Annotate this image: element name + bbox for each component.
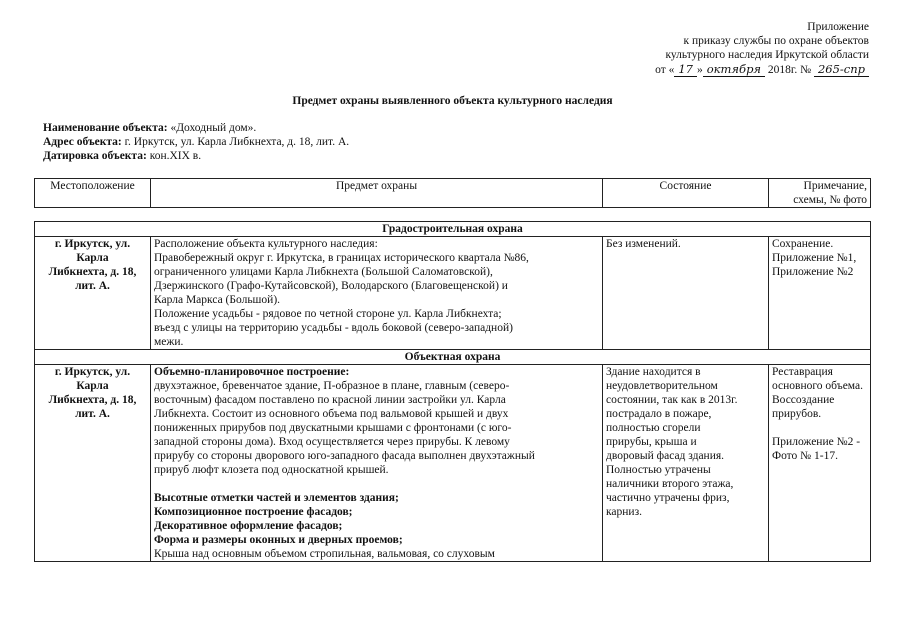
col-location: Местоположение	[35, 179, 151, 208]
subject-paragraph	[154, 379, 599, 477]
column-header-table	[34, 178, 871, 208]
object-date-label: Датировка объекта:	[43, 150, 147, 162]
location-line: г. Иркутск, ул.	[54, 366, 131, 378]
section-title-object: Объектная охрана	[35, 350, 871, 365]
location-line: Либкнехта, д. 18,	[48, 266, 137, 278]
order-number: 265-спр	[814, 62, 869, 77]
object-name-value: «Доходный дом».	[170, 122, 257, 134]
state-line: Без изменений.	[606, 238, 681, 250]
note-line: Приложение №1,	[772, 252, 857, 264]
location-line: Карла	[76, 252, 109, 264]
note-line: Реставрация	[772, 366, 833, 378]
subject-line: прируб люфт клозета под односкатной крышей.	[154, 464, 389, 476]
location-line: Карла	[76, 380, 109, 392]
subject-line: восточным) фасадом поставлено по красной линии застройки ул. Карла	[154, 394, 506, 406]
object-info	[43, 121, 349, 163]
subject-cell	[151, 237, 603, 350]
note-line: Воссоздание	[772, 394, 835, 406]
date-month: октября	[703, 62, 765, 77]
state-line: прирубы, крыша и	[606, 436, 697, 448]
section-title-urban: Градостроительная охрана	[35, 222, 871, 237]
table-row	[35, 237, 871, 350]
note-line: Сохранение.	[772, 238, 834, 250]
section-row-object	[35, 350, 871, 365]
location-cell	[35, 237, 151, 350]
subject-line: Правобережный округ г. Иркутска, в границах исторического квартала №86,	[154, 252, 529, 264]
section-row-urban	[35, 222, 871, 237]
note-line: Приложение №2	[772, 266, 854, 278]
protection-subject-table	[34, 221, 871, 562]
state-line: карниз.	[606, 506, 642, 518]
subject-line: Дзержинского (Графо-Кутайсовской), Володарского (Благовещенской) и	[154, 280, 508, 292]
subject-line: Положение усадьбы - рядовое по четной стороне ул. Карла Либкнехта;	[154, 308, 502, 320]
appendix-agency-line: культурного наследия Иркутской области	[665, 49, 869, 61]
state-cell	[603, 365, 769, 562]
location-line: лит. А.	[75, 408, 110, 420]
date-prefix: от «	[655, 64, 675, 76]
date-year: 2018г. №	[767, 64, 812, 76]
subject-line: Либкнехта. Состоит из основного объема под вальмовой крышей и двух	[154, 408, 509, 420]
note-line: основного объема.	[772, 380, 863, 392]
object-address-line	[43, 135, 349, 149]
note-line: Фото № 1-17.	[772, 450, 838, 462]
subject-line: ограниченного улицами Карла Либкнехта (Большой Саломатовской),	[154, 266, 493, 278]
date-sep: »	[696, 64, 703, 76]
state-line: полностью сгорели	[606, 422, 701, 434]
date-day: 17	[674, 62, 697, 77]
subject-line: Карла Маркса (Большой).	[154, 294, 281, 306]
col-note	[769, 179, 871, 208]
subject-cell	[151, 365, 603, 562]
appendix-order-line: к приказу службы по охране объектов	[683, 35, 869, 47]
state-line: пострадало в пожаре,	[606, 408, 712, 420]
state-line: наличники второго этажа,	[606, 478, 734, 490]
subject-item: Декоративное оформление фасадов;	[154, 520, 343, 532]
document-title: Предмет охраны выявленного объекта культурного наследия	[292, 95, 613, 107]
appendix-label: Приложение	[807, 21, 869, 33]
note-cell	[769, 237, 871, 350]
location-line: г. Иркутск, ул.	[54, 238, 131, 250]
col-state: Состояние	[603, 179, 769, 208]
object-address-label: Адрес объекта:	[43, 136, 122, 148]
subject-item: Высотные отметки частей и элементов здания;	[154, 492, 399, 504]
object-name-line	[43, 121, 349, 135]
object-address-value: г. Иркутск, ул. Карла Либкнехта, д. 18, лит. А.	[124, 136, 350, 148]
subject-line: Крыша над основным объемом стропильная, вальмовая, со слуховым	[154, 548, 495, 560]
col-note-line2: схемы, № фото	[793, 194, 867, 206]
spacer	[154, 477, 599, 491]
col-subject: Предмет охраны	[151, 179, 603, 208]
state-line: Полностью утрачены	[606, 464, 711, 476]
location-cell	[35, 365, 151, 562]
col-note-line1: Примечание,	[803, 180, 867, 192]
note-cell	[769, 365, 871, 562]
subject-item: Форма и размеры оконных и дверных проемов;	[154, 534, 403, 546]
spacer	[772, 421, 867, 435]
location-line: лит. А.	[75, 280, 110, 292]
subject-item: Композиционное построение фасадов;	[154, 506, 353, 518]
object-date-value: кон.XIX в.	[149, 150, 202, 162]
subject-line: прирубу со стороны дворового юго-западного фасада выполнен двухэтажный	[154, 450, 535, 462]
note-line: прирубов.	[772, 408, 822, 420]
state-cell	[603, 237, 769, 350]
subject-line: межи.	[154, 336, 184, 348]
state-line: Здание находится в	[606, 366, 701, 378]
appendix-date-line	[539, 62, 869, 77]
location-line: Либкнехта, д. 18,	[48, 394, 137, 406]
state-line: состоянии, так как в 2013г.	[606, 394, 738, 406]
subject-heading: Объемно-планировочное построение:	[154, 366, 350, 378]
object-date-line	[43, 149, 349, 163]
subject-line: двухэтажное, бревенчатое здание, П-образное в плане, главным (северо-	[154, 380, 510, 392]
note-line: Приложение №2 -	[772, 436, 861, 448]
subject-line: западной стороны дома). Вход осуществляется через прирубы. К левому	[154, 436, 510, 448]
state-line: неудовлетворительном	[606, 380, 718, 392]
subject-line: пониженных прирубов под двускатными крышами с фронтонами (с юго-	[154, 422, 512, 434]
column-header-row	[35, 179, 871, 208]
table-row	[35, 365, 871, 562]
appendix-header	[539, 20, 869, 77]
subject-line: Расположение объекта культурного наследия:	[154, 238, 378, 250]
subject-line: въезд с улицы на территорию усадьбы - вдоль боковой (северо-западной)	[154, 322, 513, 334]
state-line: частично утрачены фриз,	[606, 492, 730, 504]
state-line: дворовый фасад здания.	[606, 450, 725, 462]
object-name-label: Наименование объекта:	[43, 122, 168, 134]
